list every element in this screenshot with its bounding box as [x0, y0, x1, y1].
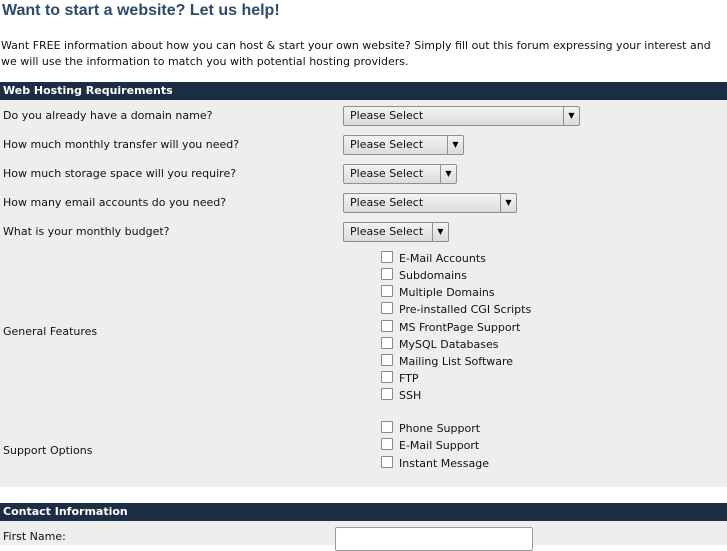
page-title: Want to start a website? Let us help!	[2, 2, 280, 19]
feature-label: Pre-installed CGI Scripts	[399, 303, 532, 316]
intro-text: Want FREE information about how you can host & start your own website? Simply fill out this forum expressing your interest and we will use the information to match you with potential hosting providers.	[1, 39, 711, 68]
feature-cgi-scripts[interactable]	[381, 302, 531, 318]
checkbox[interactable]	[381, 337, 393, 349]
storage-select[interactable]	[343, 164, 457, 184]
storage-select-value: Please Select	[350, 167, 424, 180]
support-label: Phone Support	[399, 422, 481, 435]
chevron-down-icon: ▼	[432, 223, 448, 241]
checkbox[interactable]	[381, 421, 393, 433]
budget-select[interactable]	[343, 222, 449, 242]
feature-mailing-list[interactable]	[381, 354, 513, 370]
contact-section-header: Contact Information	[0, 503, 727, 521]
checkbox[interactable]	[381, 285, 393, 297]
support-options-label: Support Options	[3, 444, 93, 457]
question-domain-label: Do you already have a domain name?	[3, 109, 213, 122]
first-name-field[interactable]	[335, 527, 533, 551]
transfer-select-value: Please Select	[350, 138, 424, 151]
question-transfer-label: How much monthly transfer will you need?	[3, 138, 240, 151]
email-accounts-select[interactable]	[343, 193, 517, 213]
checkbox[interactable]	[381, 320, 393, 332]
feature-label: SSH	[399, 389, 422, 402]
feature-label: Mailing List Software	[399, 355, 514, 368]
checkbox[interactable]	[381, 456, 393, 468]
checkbox[interactable]	[381, 268, 393, 280]
domain-select[interactable]	[343, 106, 580, 126]
domain-select-value: Please Select	[350, 109, 424, 122]
support-instant-message[interactable]	[381, 456, 489, 472]
chevron-down-icon: ▼	[563, 107, 579, 125]
chevron-down-icon: ▼	[447, 136, 463, 154]
budget-select-value: Please Select	[350, 225, 424, 238]
question-storage-label: How much storage space will you require?	[3, 167, 237, 180]
feature-ssh[interactable]	[381, 388, 421, 404]
feature-mysql[interactable]	[381, 337, 498, 353]
question-budget-label: What is your monthly budget?	[3, 225, 170, 238]
feature-email-accounts[interactable]	[381, 251, 486, 267]
checkbox[interactable]	[381, 251, 393, 263]
email-accounts-select-value: Please Select	[350, 196, 424, 209]
chevron-down-icon: ▼	[500, 194, 516, 212]
support-email[interactable]	[381, 438, 479, 454]
feature-label: Subdomains	[399, 269, 467, 282]
checkbox[interactable]	[381, 302, 393, 314]
hosting-section-header: Web Hosting Requirements	[0, 82, 727, 100]
support-label: E-Mail Support	[399, 439, 480, 452]
checkbox[interactable]	[381, 388, 393, 400]
support-label: Instant Message	[399, 457, 489, 470]
feature-ftp[interactable]	[381, 371, 419, 387]
feature-label: Multiple Domains	[399, 286, 495, 299]
feature-label: FTP	[399, 372, 419, 385]
feature-label: E-Mail Accounts	[399, 252, 486, 265]
feature-frontpage[interactable]	[381, 320, 520, 336]
question-email-label: How many email accounts do you need?	[3, 196, 227, 209]
transfer-select[interactable]	[343, 135, 464, 155]
feature-label: MySQL Databases	[399, 338, 499, 351]
general-features-label: General Features	[3, 325, 98, 338]
chevron-down-icon: ▼	[440, 165, 456, 183]
checkbox[interactable]	[381, 354, 393, 366]
feature-label: MS FrontPage Support	[399, 321, 521, 334]
support-phone[interactable]	[381, 421, 480, 437]
checkbox[interactable]	[381, 371, 393, 383]
feature-subdomains[interactable]	[381, 268, 467, 284]
feature-multiple-domains[interactable]	[381, 285, 495, 301]
first-name-label: First Name:	[3, 530, 66, 543]
checkbox[interactable]	[381, 438, 393, 450]
